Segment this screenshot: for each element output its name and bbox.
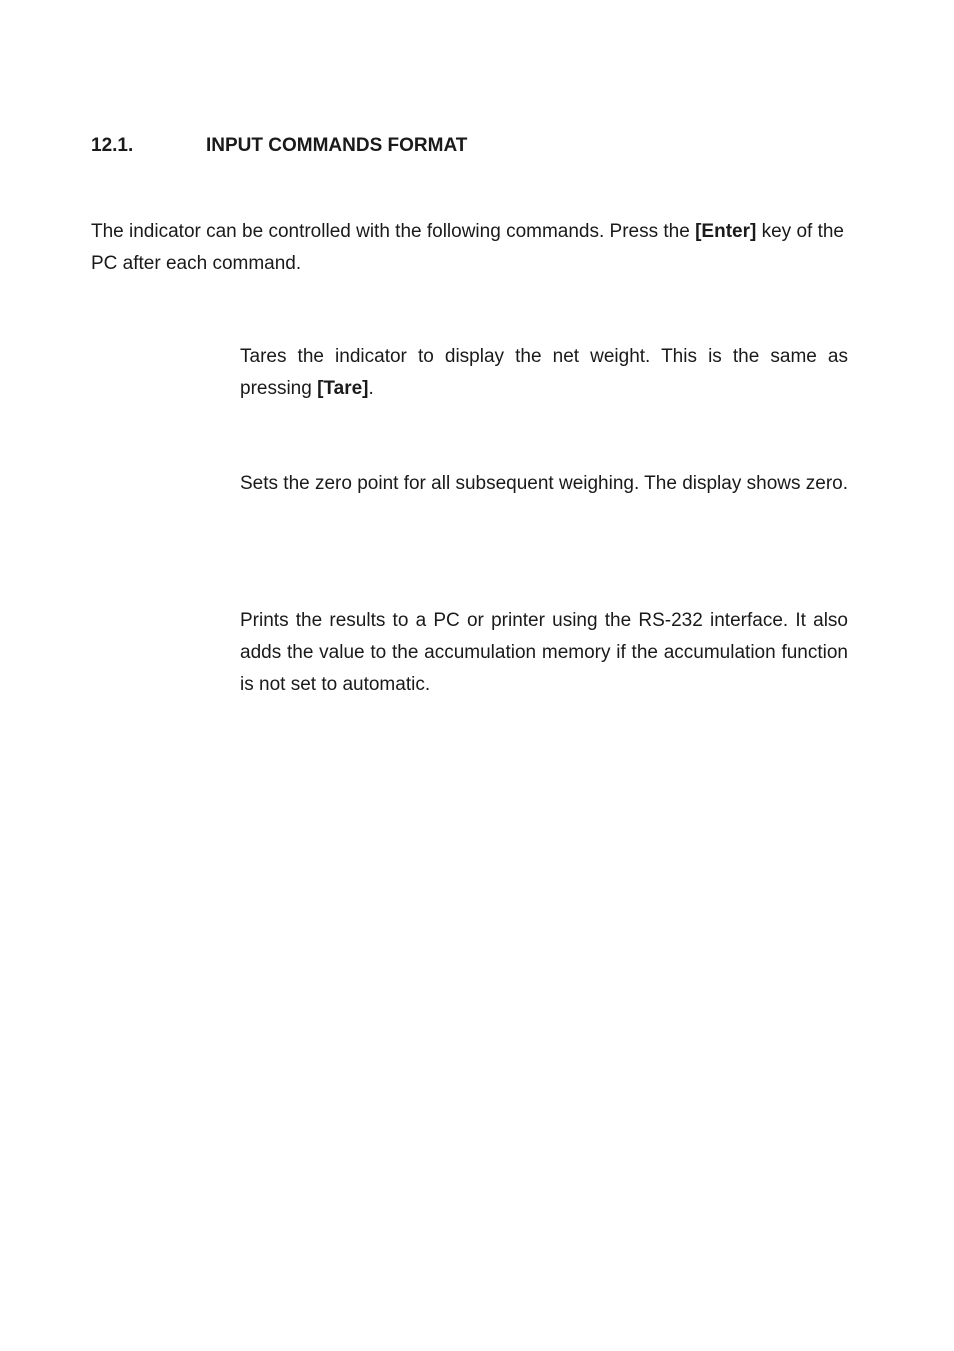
tare-key-label: [Tare] (317, 378, 369, 399)
tare-desc-part1: Tares the indicator to display the net weight. This is the same as pressing (240, 346, 848, 399)
command-description-print (240, 605, 848, 701)
section-title: INPUT COMMANDS FORMAT (206, 135, 468, 156)
section-number: 12.1. (91, 135, 134, 156)
intro-paragraph (91, 216, 867, 280)
section-heading (91, 135, 467, 157)
zero-desc: Sets the zero point for all subsequent weighing. The display shows zero. (240, 473, 848, 494)
enter-key-label: [Enter] (695, 221, 757, 242)
intro-text-part2: key of the PC after each command. (91, 221, 844, 274)
tare-desc-part2: . (368, 378, 374, 399)
print-desc: Prints the results to a PC or printer using the RS-232 interface. It also adds the value to the accumulation memory if the accumulation function is not set to automatic. (240, 610, 848, 695)
command-description-tare (240, 341, 848, 405)
intro-text-part1: The indicator can be controlled with the following commands. Press the (91, 221, 696, 242)
command-description-zero (240, 468, 848, 500)
